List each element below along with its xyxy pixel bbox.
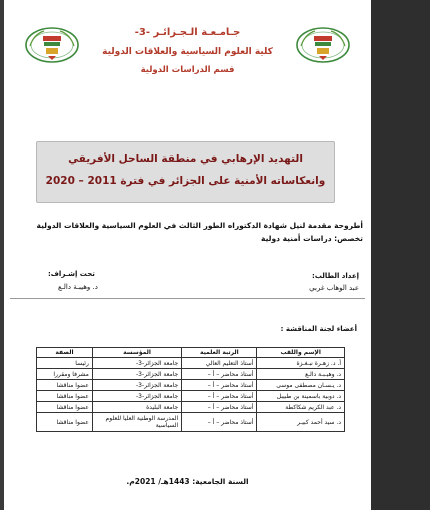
faculty-name: كلية العلوم السياسية والعلاقات الدولية: [102, 47, 273, 57]
committee-table: [36, 347, 345, 432]
member-role: عضوا مناقشا: [37, 391, 93, 402]
viewer-side-panel: [371, 0, 430, 510]
member-institution: جامعة الجزائر-3-: [92, 369, 181, 380]
thesis-title-box: [36, 141, 335, 203]
member-name: أ. د. زهـرة نبـغـزة: [257, 358, 345, 369]
member-role: رئيسا: [37, 358, 93, 369]
table-header-row: [37, 348, 345, 358]
member-name: د. سيد أحمد كبيـر: [257, 413, 345, 432]
member-rank: أستاذ محاضر – أ –: [182, 413, 257, 432]
column-header-role: الصفة: [37, 348, 93, 358]
member-rank: أستاذ محاضر – أ –: [182, 402, 257, 413]
member-rank: أستاذ التعليم العالي: [182, 358, 257, 369]
member-institution: جامعة الجزائر-3-: [92, 391, 181, 402]
supervisor-heading: تحت إشـراف:: [48, 270, 95, 278]
member-name: د. دوبية باسمينة بن طبيبل: [257, 391, 345, 402]
department-name: قسم الدراسات الدولية: [140, 65, 235, 75]
table-row: [37, 380, 345, 391]
member-name: د. عبد الكريم شكاكطة: [257, 402, 345, 413]
committee-heading: أعضاء لجنة المناقشة :: [280, 325, 357, 333]
table-row: [37, 369, 345, 380]
table-row: [37, 358, 345, 369]
divider-line: [10, 298, 365, 299]
academic-year: السنة الجامعية: 1443هـ/ 2021م.: [126, 477, 249, 486]
thesis-specialization: تخصص: دراسات أمنية دولية: [261, 234, 363, 243]
member-rank: أستاذ محاضر – أ –: [182, 380, 257, 391]
column-header-name: الإسم واللقب: [257, 348, 345, 358]
thesis-description: أطروحة مقدمة لنيل شهادة الدكتوراه الطور الثالث في العلوم السياسية والعلاقات الدولية: [36, 221, 363, 230]
member-institution: المدرسة الوطنية العليا للعلوم السياسية: [92, 413, 181, 432]
supervisor-name: د. وهيبـة دالـع: [58, 283, 98, 291]
member-name: د. وهيـبـة دالـع: [257, 369, 345, 380]
table-row: [37, 391, 345, 402]
member-institution: جامعة الجزائر-3-: [92, 358, 181, 369]
student-heading: إعداد الطالب:: [312, 272, 359, 280]
member-role: عضوا مناقشا: [37, 413, 93, 432]
column-header-rank: الرتبة العلمية: [182, 348, 257, 358]
member-role: مشرفا ومقررا: [37, 369, 93, 380]
member-institution: جامعة البليدة: [92, 402, 181, 413]
member-institution: جامعة الجزائر-3-: [92, 380, 181, 391]
member-role: عضوا مناقشا: [37, 402, 93, 413]
thesis-title-line-1: التهديد الإرهابي في منطقة الساحل الأفريقي: [68, 153, 303, 165]
student-name: عبد الوهاب غربي: [309, 284, 359, 292]
column-header-institution: المؤسسة: [92, 348, 181, 358]
university-name: جـامـعـة الـجـزائـر -3-: [134, 27, 241, 38]
table-row: [37, 402, 345, 413]
member-role: عضوا مناقشا: [37, 380, 93, 391]
member-rank: أستاذ محاضر – أ –: [182, 369, 257, 380]
table-row: [37, 413, 345, 432]
member-rank: أستاذ محاضر – أ –: [182, 391, 257, 402]
thesis-title-line-2: وانعكاساته الأمنية على الجزائر في فترة 2011 – 2020: [45, 175, 326, 187]
member-name: د. يـسـان مصطفى موسى: [257, 380, 345, 391]
document-page: [4, 0, 371, 510]
